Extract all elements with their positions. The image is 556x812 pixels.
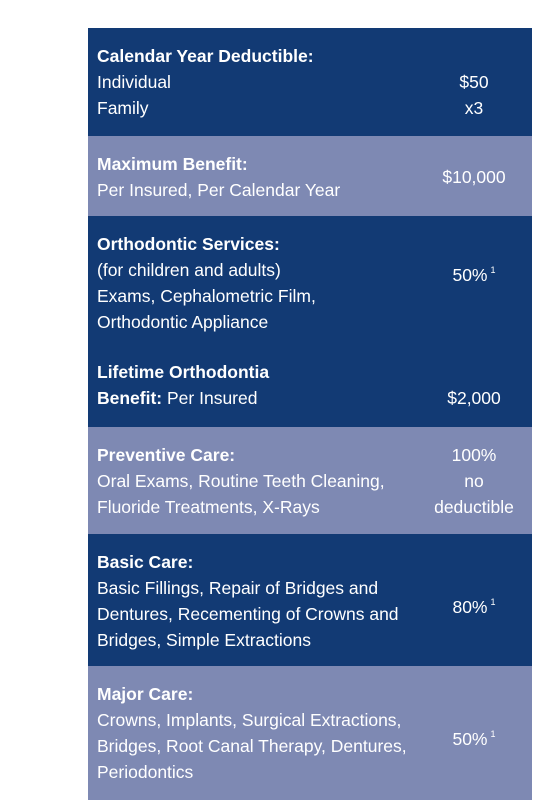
row-value: [424, 359, 524, 411]
row-line: Orthodontic Appliance: [97, 312, 269, 332]
value-text: 80%: [452, 597, 488, 617]
lifetime-orthodontia: [97, 359, 524, 411]
footnote-marker: 1: [490, 729, 496, 739]
row-basic-care: [88, 534, 532, 666]
row-orthodontic: [88, 216, 532, 427]
row-label: [97, 231, 424, 335]
value-line: $10,000: [442, 167, 506, 187]
footnote-marker: 1: [490, 265, 496, 275]
row-label: [97, 681, 424, 800]
row-line: Periodontics: [97, 762, 194, 782]
value-text: 50%: [452, 265, 488, 285]
row-major-care: [88, 666, 532, 800]
row-deductible: [88, 28, 532, 136]
row-value: [424, 43, 524, 136]
benefits-table: [88, 28, 532, 800]
row-value: [424, 442, 524, 534]
row-line: Per Insured, Per Calendar Year: [97, 180, 341, 200]
row-label: [97, 549, 424, 666]
inline-text: Per Insured: [162, 388, 258, 408]
value-line: $50: [459, 72, 489, 92]
row-value: [424, 231, 524, 335]
row-maximum-benefit: [88, 136, 532, 216]
row-line: Dentures, Recementing of Crowns and: [97, 604, 399, 624]
value-line: 100%: [451, 445, 497, 465]
value-line: [424, 257, 524, 288]
row-title: Orthodontic Services:: [97, 234, 280, 254]
row-line: Fluoride Treatments, X-Rays: [97, 497, 320, 517]
row-line: Individual: [97, 72, 171, 92]
row-preventive-care: [88, 427, 532, 534]
row-line: Crowns, Implants, Surgical Extractions,: [97, 710, 402, 730]
row-line: Basic Fillings, Repair of Bridges and: [97, 578, 379, 598]
row-title: Calendar Year Deductible:: [97, 46, 314, 66]
row-line: Bridges, Simple Extractions: [97, 630, 311, 650]
row-value: [424, 681, 524, 800]
value-line: x3: [464, 98, 484, 118]
row-line: Bridges, Root Canal Therapy, Dentures,: [97, 736, 407, 756]
row-label: [97, 359, 424, 411]
row-title: Major Care:: [97, 684, 194, 704]
row-title: Basic Care:: [97, 552, 194, 572]
inline-title: Benefit:: [97, 388, 163, 408]
row-line: Oral Exams, Routine Teeth Cleaning,: [97, 471, 385, 491]
value-line: [424, 721, 524, 752]
row-title: Maximum Benefit:: [97, 154, 248, 174]
row-label: [97, 43, 424, 136]
row-line: (for children and adults): [97, 260, 281, 280]
value-line: [424, 589, 524, 620]
value-line: $2,000: [447, 388, 501, 408]
row-label: [97, 151, 424, 216]
value-line: deductible: [434, 497, 514, 517]
value-line: no: [464, 471, 484, 491]
value-text: 50%: [452, 729, 488, 749]
row-line: [97, 385, 424, 411]
row-value: [424, 151, 524, 216]
row-title: Preventive Care:: [97, 445, 236, 465]
row-line: Family: [97, 98, 149, 118]
row-line: Exams, Cephalometric Film,: [97, 286, 316, 306]
row-title: Lifetime Orthodontia: [97, 362, 270, 382]
row-label: [97, 442, 424, 534]
footnote-marker: 1: [490, 597, 496, 607]
row-value: [424, 549, 524, 666]
